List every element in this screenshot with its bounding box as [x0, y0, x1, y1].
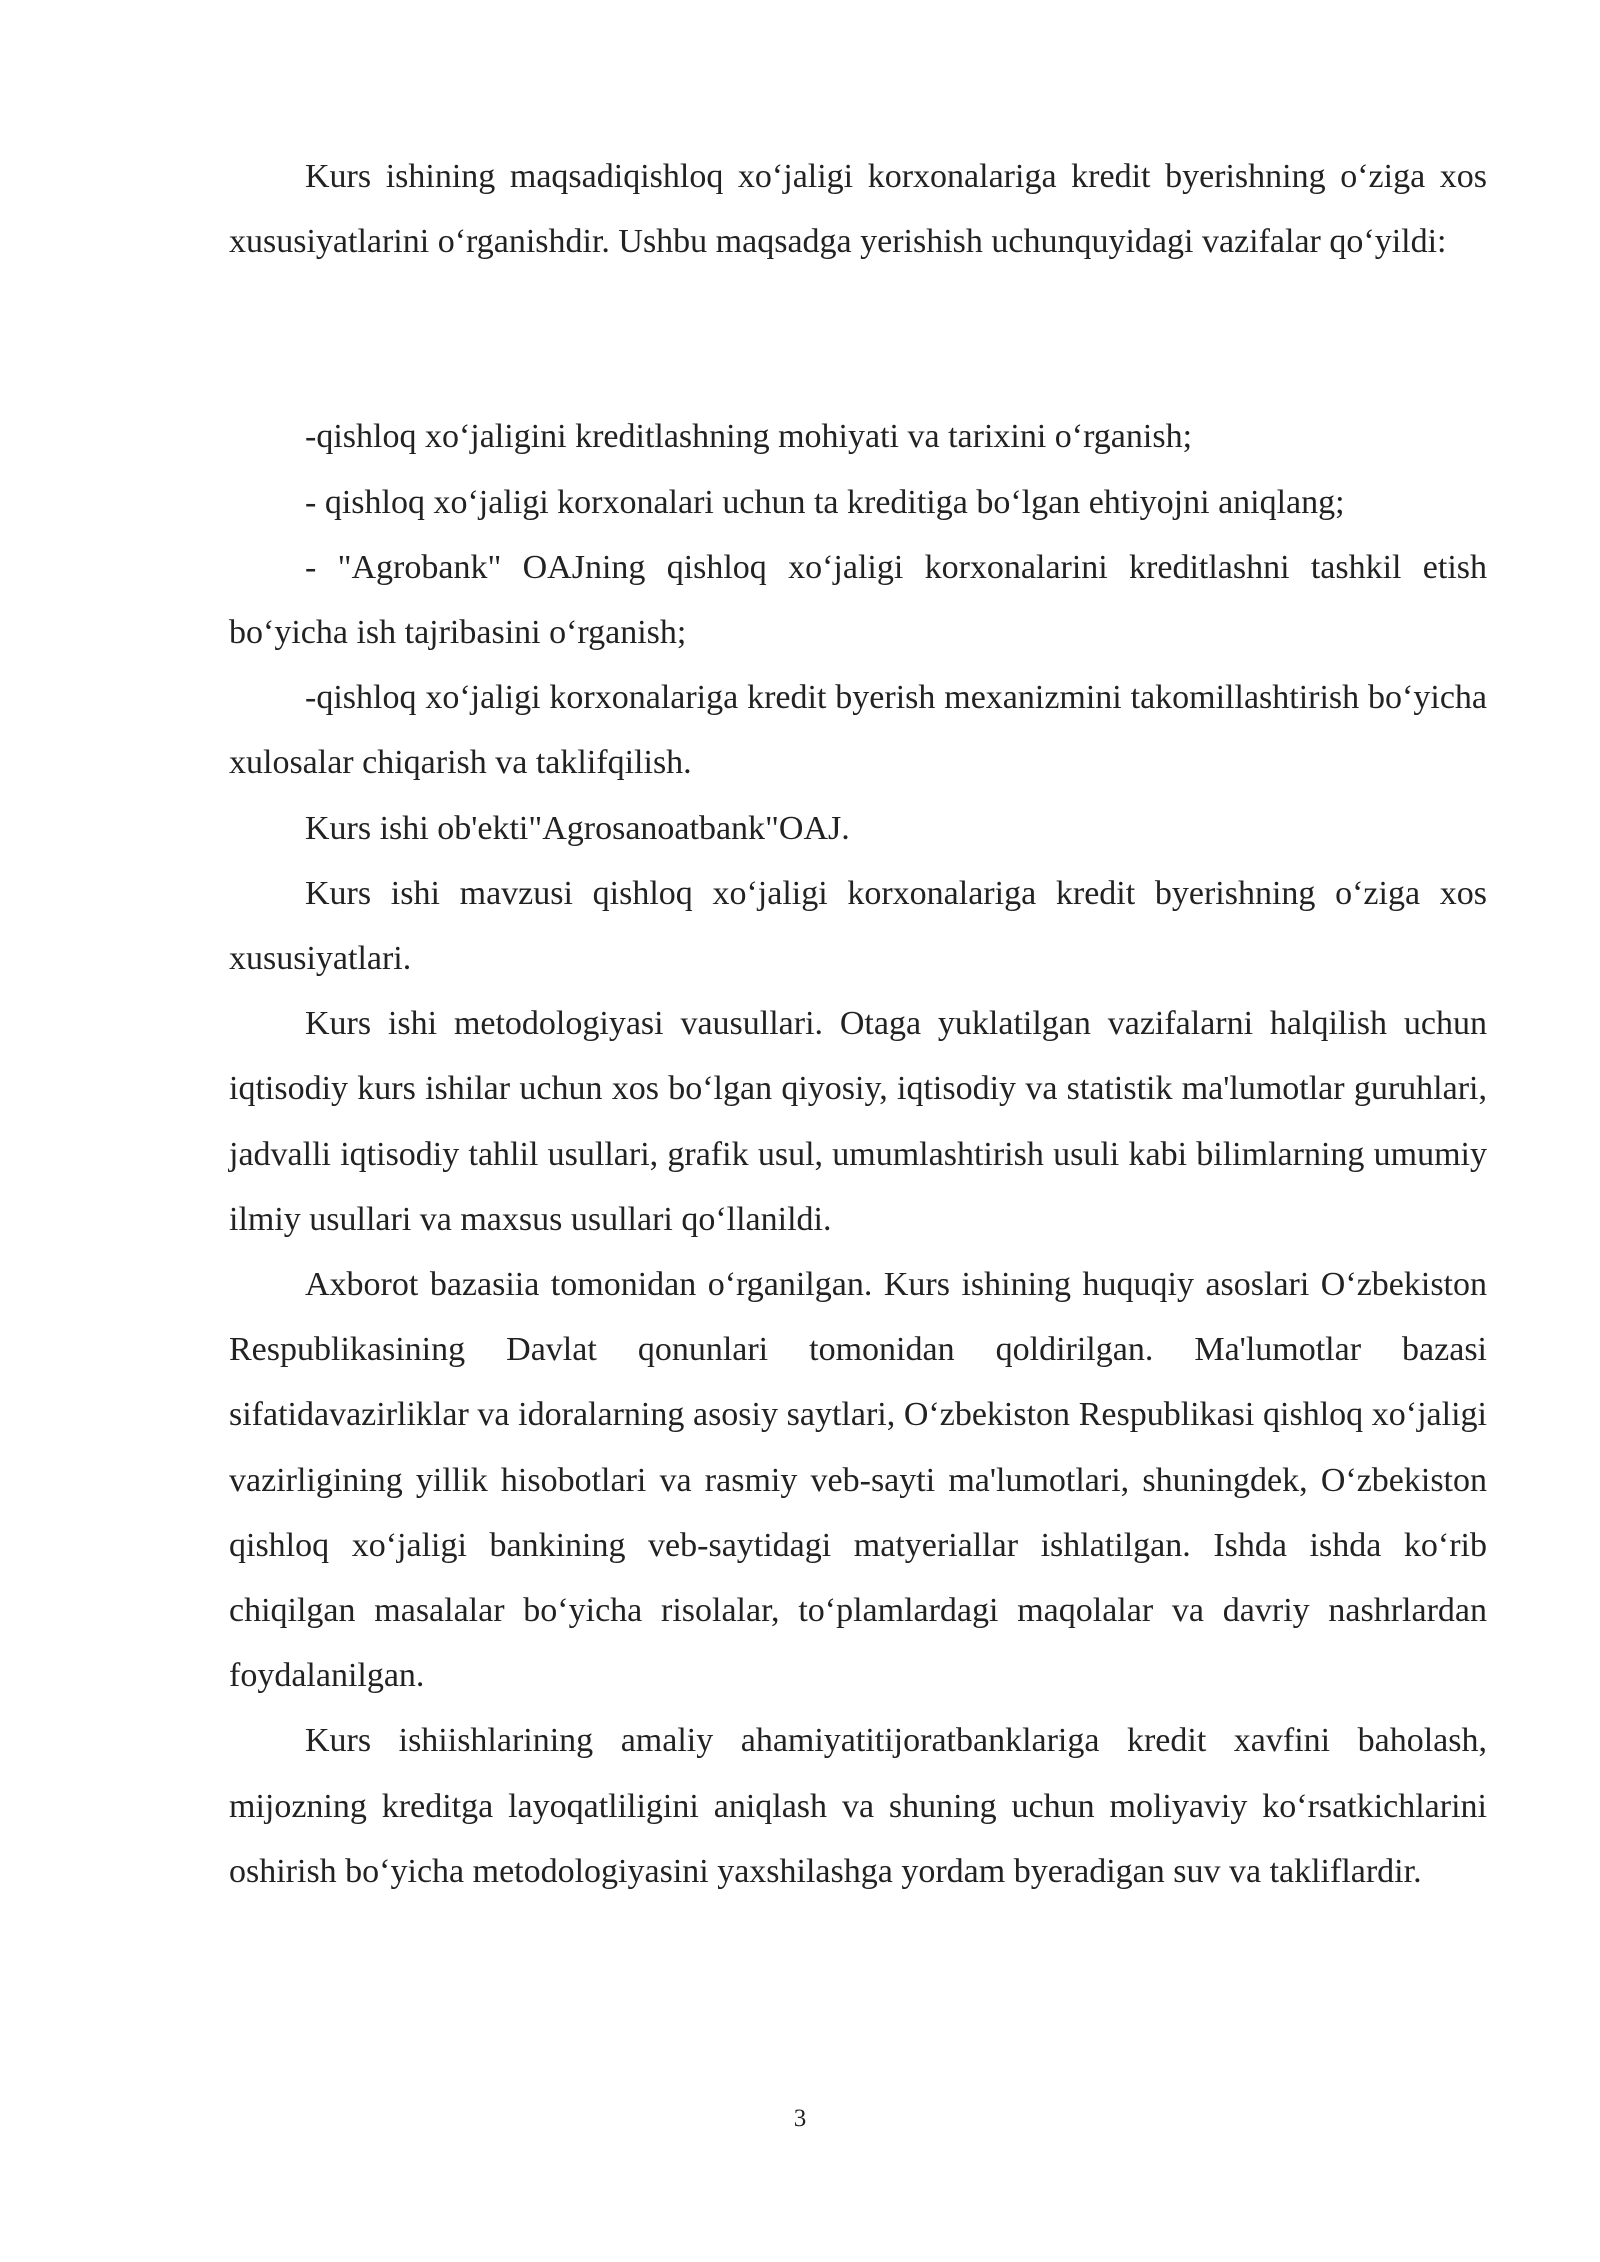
page-number: 3 — [793, 2105, 807, 2132]
page-body — [229, 144, 1487, 1904]
paragraph-purpose: Kurs ishining maqsadiqishloq xo‘jaligi korxonalariga kredit byerishning o‘ziga xos xususiyatlarini o‘rganishdir. Ushbu maqsadga yerishish uchunquyidagi vazifalar qo‘yildi: — [229, 158, 1487, 261]
paragraph-information-base: Axborot bazasiia tomonidan o‘rganilgan. Kurs ishining huquqiy asoslari O‘zbekiston Respublikasining Davlat qonunlari tomonidan qoldirilgan. Ma'lumotlar bazasi sifatidavazirliklar va idoralarning asosiy saytlari, O‘zbekiston Respublikasi qishloq xo‘jaligi vazirligining yillik hisobotlari va rasmiy veb-sayti ma'lumotlari, shuningdek, O‘zbekiston qishloq xo‘jaligi bankining veb-saytidagi matyeriallar ishlatilgan. Ishda ishda ko‘rib chiqilgan masalalar bo‘yicha risolalar, to‘plamlardagi maqolalar va davriy nashrlardan foydalanilgan. — [229, 1266, 1487, 1695]
paragraph-practical-significance: Kurs ishiishlarining amaliy ahamiyatitijoratbanklariga kredit xavfini baholash, mijozning kreditga layoqatliligini aniqlash va shuning uchun moliyaviy ko‘rsatkichlarini oshirish bo‘yicha metodologiyasini yaxshilashga yordam byeradigan suv va takliflardir. — [229, 1722, 1487, 1890]
task-item: - qishloq xo‘jaligi korxonalari uchun ta kreditiga bo‘lgan ehtiyojni aniqlang; — [305, 483, 1345, 521]
task-item: -qishloq xo‘jaligi korxonalariga kredit byerish mexanizmini takomillashtirish bo‘yicha xulosalar chiqarish va taklifqilish. — [229, 679, 1487, 782]
task-item: -qishloq xo‘jaligini kreditlashning mohiyati va tarixini o‘rganish; — [305, 418, 1193, 456]
paragraph-methodology: Kurs ishi metodologiyasi vausullari. Otaga yuklatilgan vazifalarni halqilish uchun iqtisodiy kurs ishilar uchun xos bo‘lgan qiyosiy, iqtisodiy va statistik ma'lumotlar guruhlari, jadvalli iqtisodiy tahlil usullari, grafik usul, umumlashtirish usuli kabi bilimlarning umumiy ilmiy usullari va maxsus usullari qo‘llanildi. — [229, 1005, 1487, 1238]
paragraph-subject: Kurs ishi mavzusi qishloq xo‘jaligi korxonalariga kredit byerishning o‘ziga xos xususiyatlari. — [229, 874, 1487, 978]
task-item: - "Agrobank" OAJning qishloq xo‘jaligi korxonalarini kreditlashni tashkil etish bo‘yicha ish tajribasini o‘rganish; — [229, 548, 1487, 652]
paragraph-object: Kurs ishi ob'ekti"Agrosanoatbank"OAJ. — [305, 809, 850, 847]
blank-space — [229, 274, 1487, 404]
